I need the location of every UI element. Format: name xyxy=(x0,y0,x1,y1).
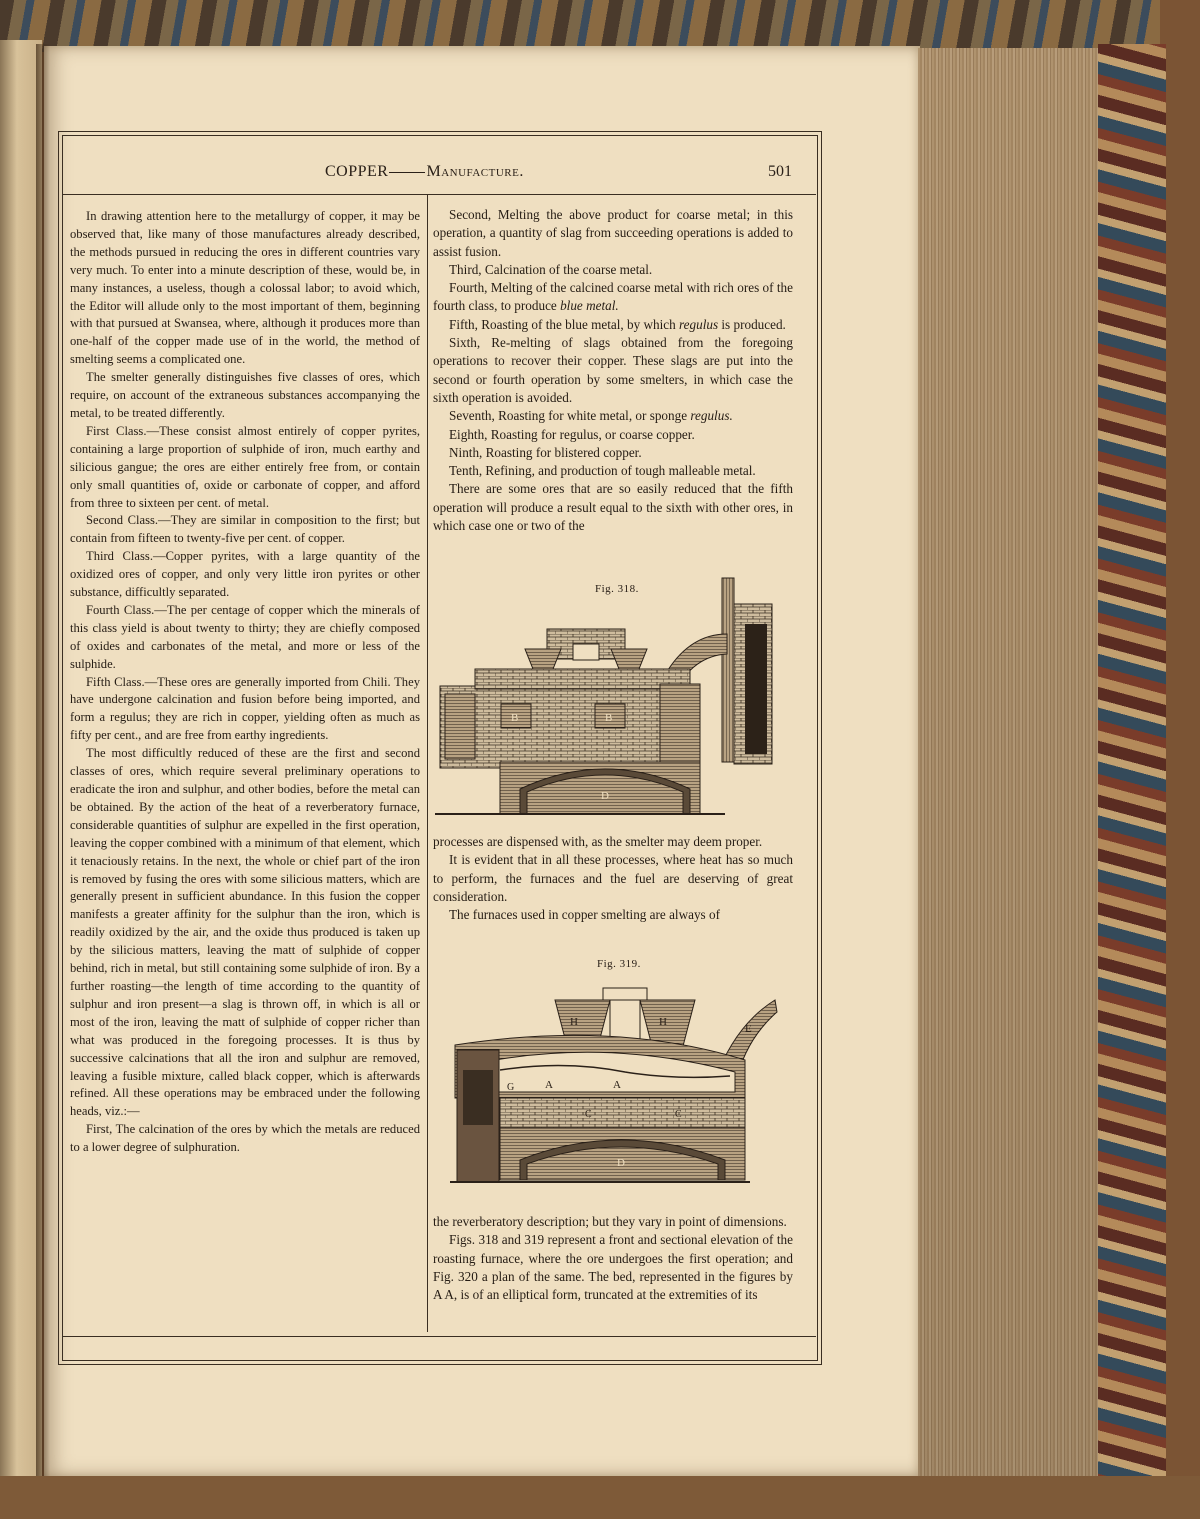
fig-319-label-c2: C xyxy=(675,1109,682,1120)
paragraph: It is evident that in all these processes, where heat has so much to perform, the furnaces and the fuel are deserving of great consideration. xyxy=(433,852,793,904)
cover-board-right xyxy=(1160,0,1200,1519)
footer-rule xyxy=(62,1336,816,1337)
italic-term: regulus xyxy=(679,316,719,332)
paragraph: Third Class.—Copper pyrites, with a large quantity of the oxidized ores of copper, and only very little iron pyrites or other substance, difficultly separated. xyxy=(70,549,420,600)
italic-term: regulus. xyxy=(690,408,733,424)
right-column-middle xyxy=(433,833,793,924)
marbled-board-top xyxy=(0,0,1200,52)
paragraph-text: Fourth, Melting of the calcined coarse metal with rich ores of the fourth class, to produce xyxy=(433,280,793,314)
paragraph: Eighth, Roasting for regulus, or coarse copper. xyxy=(449,426,695,442)
paragraph: In drawing attention here to the metallurgy of copper, it may be observed that, like many of those manufactures already described, the methods pursued in reducing the ores in different countries vary very much. To enter into a minute description of these, would be, in many instances, a useless, though a colossal labor; to avoid which, the Editor will allude only to the most important of them, beginning with that pursued at Swansea, where, although it produces more than one-half of the copper made use of in the world, the method of smelting seems a complicated one. xyxy=(70,209,420,367)
italic-term: blue metal. xyxy=(560,298,619,314)
paragraph: There are some ores that are so easily reduced that the fifth operation will produce a result equal to the sixth with other ores, in which case one or two of the xyxy=(433,481,793,534)
paragraph-text: Seventh, Roasting for white metal, or sponge xyxy=(449,408,688,424)
paragraph: First, The calcination of the ores by which the metals are reduced to a lower degree of sulphuration. xyxy=(70,1122,420,1155)
fig-319-label-e: E xyxy=(745,1023,752,1035)
gutter-shadow xyxy=(36,44,50,1484)
paragraph: processes are dispensed with, as the smelter may deem proper. xyxy=(433,834,763,849)
fig-319-label-a2: A xyxy=(613,1079,621,1091)
paragraph xyxy=(433,407,793,425)
paragraph: Third, Calcination of the coarse metal. xyxy=(449,261,653,277)
header-dash xyxy=(389,172,425,173)
fig-319-furnace-section xyxy=(445,980,785,1202)
column-divider xyxy=(427,195,428,1332)
paragraph: The most difficultly reduced of these are the first and second classes of ores, which require several preliminary operations to eradicate the iron and sulphur, and other bodies, before the metal can be obtained. By the action of the heat of a reverberatory furnace, considerable quantities of sulphur are expelled in the first operation, leaving the copper combined with a minimum of that element, which it tenaciously retains. In the next, the whole or chief part of the iron is removed by fusing the ores with some silicious matters, which are generally present in sufficient abundance. In this fusion the copper manifests a greater affinity for the sulphur than the iron, which is readily oxidized by the air, and the oxide thus produced is taken up by the silicious matters, leaving the matt of sulphide of copper behind, rich in metal, but still containing some sulphide of iron. By a further roasting—the length of time according to the quantity of sulphur and iron present—a slag is thrown off, in which is all or most of the iron, leaving the matt of sulphide of copper richer than what was produced in the foregoing processes. It is thus by successive calcinations that all the iron and sulphur are removed, leaving a fusible mixture, called black copper, which is afterwards refined. All these operations may be embraced under the following heads, viz.:— xyxy=(70,746,420,1119)
marbled-cover-edge xyxy=(1098,44,1166,1484)
fig-318-label-b2: B xyxy=(605,712,613,724)
paragraph-text: is produced. xyxy=(721,316,786,332)
fig-318-label-d: D xyxy=(601,790,609,802)
fig-319-label-d: D xyxy=(617,1157,625,1169)
paragraph: Fifth Class.—These ores are generally imported from Chili. They have undergone calcination and fusion before being imported, and form a regulus; they are rich in copper, yielding often as much as fifty per cent., and are free from earthy ingredients. xyxy=(70,674,420,743)
fig-319-label-g: G xyxy=(507,1082,515,1093)
header-title-sub: Manufacture. xyxy=(426,163,524,180)
paragraph: the reverberatory description; but they vary in point of dimensions. xyxy=(433,1214,787,1229)
page-number: 501 xyxy=(768,163,792,180)
header-title-main: COPPER xyxy=(325,163,389,180)
paragraph: Fourth Class.—The per centage of copper which the minerals of this class yield is about twenty to thirty; they are chiefly composed of oxides and carbonates of the metal, and more or less of the sulphide. xyxy=(70,602,420,671)
fig-318-caption: Fig. 318. xyxy=(595,583,639,595)
header-rule xyxy=(62,194,816,195)
fig-319-label-h2: H xyxy=(659,1016,667,1028)
paragraph xyxy=(433,279,793,316)
cover-board-bottom xyxy=(0,1476,1200,1519)
fig-319-caption: Fig. 319. xyxy=(597,958,641,970)
paragraph: The furnaces used in copper smelting are always of xyxy=(449,907,720,923)
page-edges-shade xyxy=(918,48,1100,1480)
paragraph: Sixth, Re-melting of slags obtained from the foregoing operations to recover their copper. These slags are put into the second or fourth operation by some smelters, in which case the sixth operation is avoided. xyxy=(433,335,793,405)
fig-319-label-c1: C xyxy=(585,1109,592,1120)
paragraph: The smelter generally distinguishes five classes of ores, which require, on account of the extraneous substances accompanying the metal, to be treated differently. xyxy=(70,370,420,420)
fig-318-label-b1: B xyxy=(511,712,519,724)
paragraph-text: Fifth, Roasting of the blue metal, by which xyxy=(449,316,676,332)
paragraph: Figs. 318 and 319 represent a front and sectional elevation of the roasting furnace, where the ore undergoes the first operation; and Fig. 320 a plan of the same. The bed, represented in the figures by A A, is of an elliptical form, truncated at the extremities of its xyxy=(433,1232,793,1303)
running-header xyxy=(70,163,792,189)
fig-318-furnace-engraving xyxy=(435,574,785,824)
fig-319-label-h1: H xyxy=(570,1016,578,1028)
fig-319-label-a1: A xyxy=(545,1079,553,1091)
right-column-bottom xyxy=(433,1213,793,1304)
paragraph: Second Class.—They are similar in composition to the first; but contain from fifteen to twenty-five per cent. of copper. xyxy=(70,513,420,546)
paragraph: First Class.—These consist almost entirely of copper pyrites, containing a large proportion of sulphide of iron, much earthy and silicious gangue; the ores are either entirely free from, or contain only small quantities of, oxide or carbonate of copper, and afford from three to sixteen per cent. of metal. xyxy=(70,423,420,510)
paragraph: Tenth, Refining, and production of tough malleable metal. xyxy=(449,463,756,479)
left-column xyxy=(70,208,420,1157)
paragraph: Second, Melting the above product for coarse metal; in this operation, a quantity of slag from succeeding operations is added to assist fusion. xyxy=(433,207,793,259)
paragraph: Ninth, Roasting for blistered copper. xyxy=(449,444,642,460)
paragraph xyxy=(433,316,793,334)
header-title xyxy=(325,163,524,181)
right-column-top xyxy=(433,206,793,535)
